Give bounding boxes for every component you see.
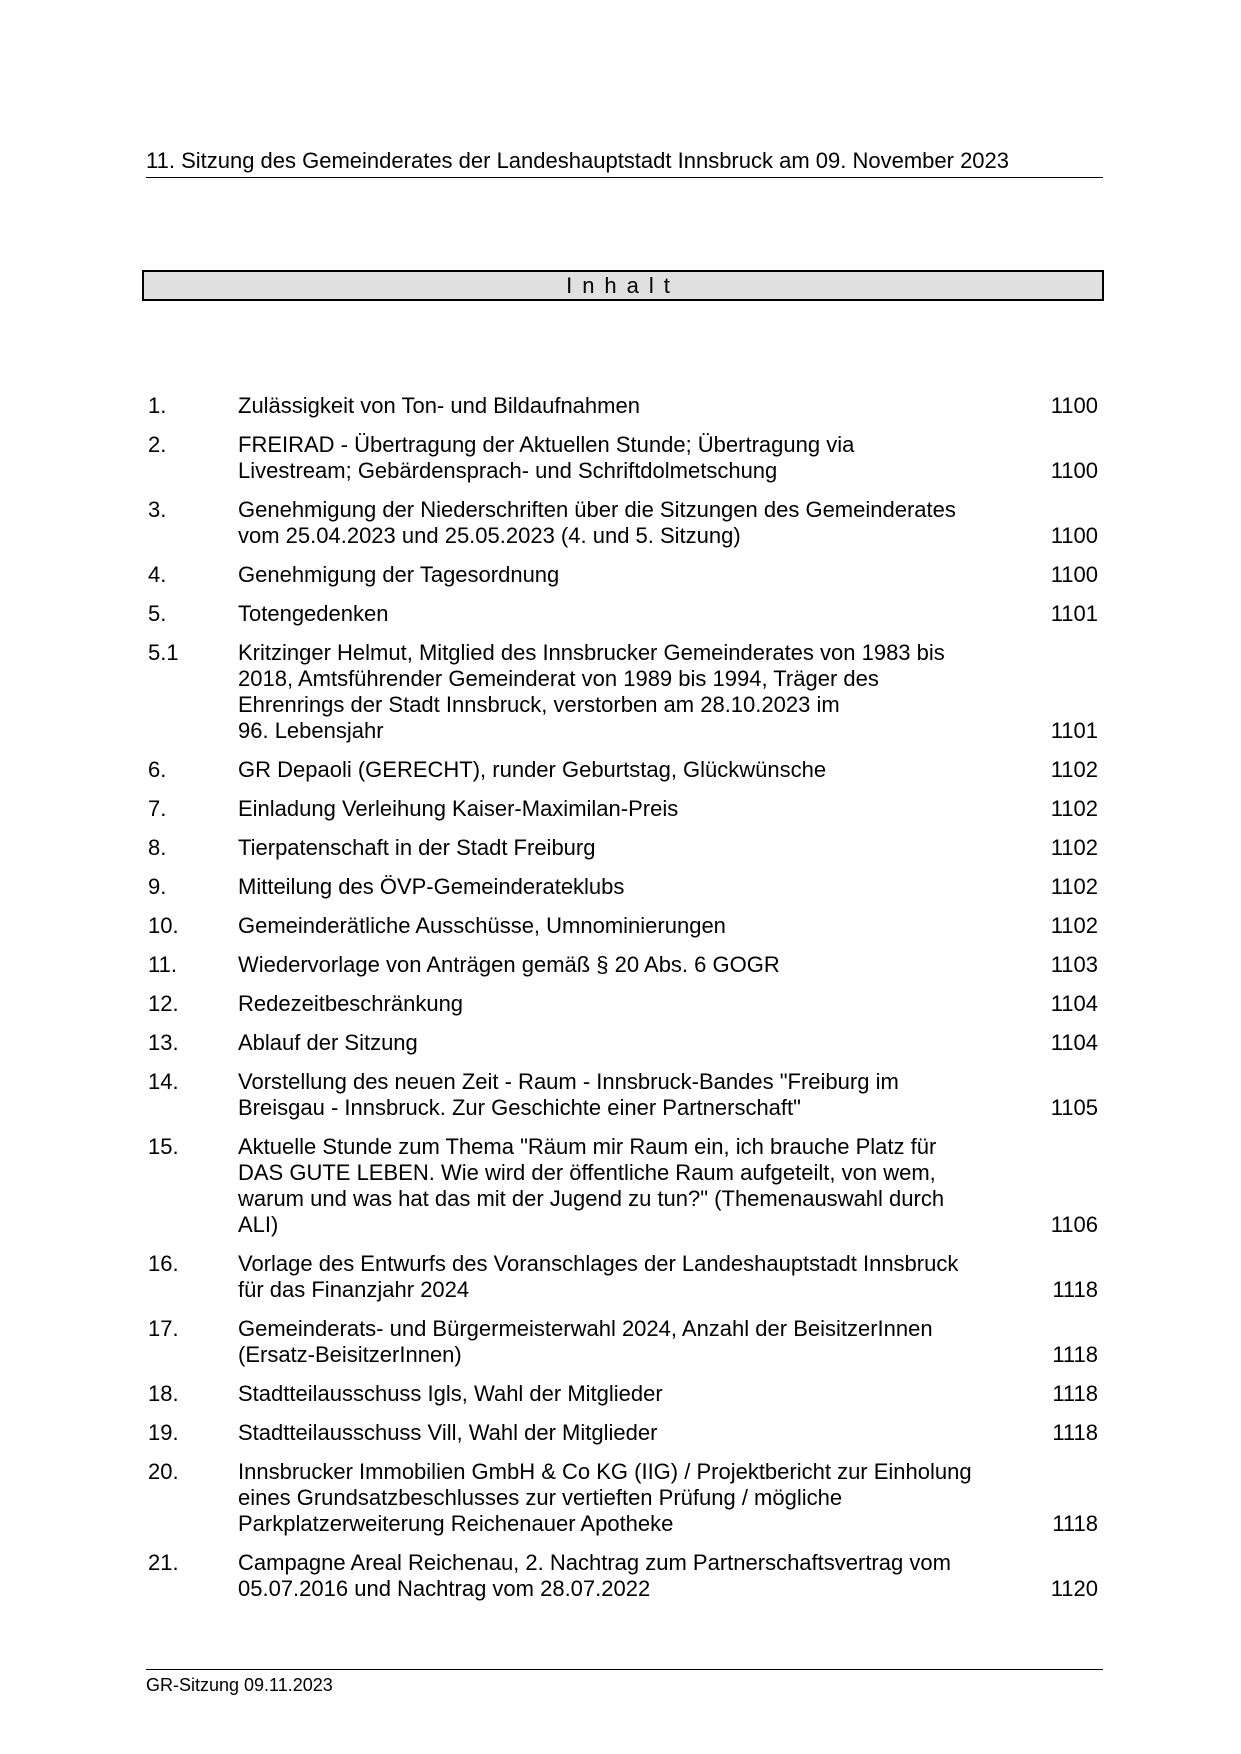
toc-entry-page: 1106 (1050, 1212, 1098, 1237)
toc-entry-number: 19. (148, 1420, 179, 1445)
toc-entry-title: Vorlage des Entwurfs des Voranschlages der Landeshauptstadt Innsbruck für das Finanzjahr 2024 (238, 1251, 959, 1302)
toc-entry-number: 5. (148, 601, 167, 626)
toc-entry-page: 1104 (1050, 991, 1098, 1016)
toc-entry-title: Stadtteilausschuss Vill, Wahl der Mitglieder (238, 1420, 658, 1445)
toc-entry-title: Aktuelle Stunde zum Thema "Räum mir Raum ein, ich brauche Platz für DAS GUTE LEBEN. Wie wird der öffentliche Raum aufgeteilt, von wem, warum und was hat das mit der Jugend zu tun?" (Themenauswahl durch ALI) (238, 1134, 945, 1237)
contents-heading-box (142, 270, 1104, 301)
toc-entry-title: Totengedenken (238, 601, 389, 626)
toc-entry (148, 393, 1098, 419)
toc-entry (148, 991, 1098, 1017)
toc-entry-page: 1102 (1050, 796, 1098, 821)
toc-entry-number: 7. (148, 796, 167, 821)
toc-entry-page: 1102 (1050, 835, 1098, 860)
toc-entry (148, 1134, 1098, 1238)
toc-entry-title: Mitteilung des ÖVP-Gemeinderateklubs (238, 874, 625, 899)
toc-entry-number: 17. (148, 1316, 179, 1341)
toc-entry-page: 1118 (1052, 1511, 1098, 1536)
toc-entry (148, 952, 1098, 978)
toc-entry (148, 1251, 1098, 1303)
toc-entry-number: 3. (148, 497, 167, 522)
toc-entry (148, 913, 1098, 939)
toc-entry-title: GR Depaoli (GERECHT), runder Geburtstag, Glückwünsche (238, 757, 827, 782)
toc-entry (148, 1420, 1098, 1446)
toc-entry-title: Gemeinderats- und Bürgermeisterwahl 2024, Anzahl der BeisitzerInnen (Ersatz-BeisitzerInnen) (238, 1316, 933, 1367)
toc-entry-page: 1100 (1050, 562, 1098, 587)
toc-entry-page: 1104 (1050, 1030, 1098, 1055)
toc-entry-page: 1118 (1052, 1420, 1098, 1445)
toc-entry-title: Ablauf der Sitzung (238, 1030, 418, 1055)
toc-entry (148, 640, 1098, 744)
toc-entry-number: 1. (148, 393, 167, 418)
toc-entry-number: 11. (148, 952, 177, 977)
toc-entry-title: Zulässigkeit von Ton- und Bildaufnahmen (238, 393, 640, 418)
toc-entry-title: Genehmigung der Niederschriften über die Sitzungen des Gemeinderates vom 25.04.2023 und 25.05.2023 (4. und 5. Sitzung) (238, 497, 956, 548)
toc-entry (148, 1550, 1098, 1602)
toc-entry-title: Campagne Areal Reichenau, 2. Nachtrag zum Partnerschaftsvertrag vom 05.07.2016 und Nachtrag vom 28.07.2022 (238, 1550, 951, 1601)
toc-entry-title: Wiedervorlage von Anträgen gemäß § 20 Abs. 6 GOGR (238, 952, 780, 977)
toc-entry-number: 16. (148, 1251, 179, 1276)
toc-entry (148, 562, 1098, 588)
toc-entry (148, 757, 1098, 783)
toc-entry-title: Gemeinderätliche Ausschüsse, Umnominierungen (238, 913, 726, 938)
toc-entry-title: Innsbrucker Immobilien GmbH & Co KG (IIG) / Projektbericht zur Einholung eines Grundsatzbeschlusses zur vertieften Prüfung / mögliche Parkplatzerweiterung Reichenauer Apotheke (238, 1459, 972, 1536)
toc-entry-number: 15. (148, 1134, 179, 1159)
toc-entry-number: 21. (148, 1550, 179, 1575)
toc-entry-number: 9. (148, 874, 167, 899)
toc-entry (148, 432, 1098, 484)
toc-entry-title: Stadtteilausschuss Igls, Wahl der Mitglieder (238, 1381, 663, 1406)
page-footer: GR-Sitzung 09.11.2023 (146, 1669, 1103, 1696)
toc-entry (148, 1069, 1098, 1121)
toc-entry (148, 796, 1098, 822)
toc-entry-page: 1101 (1050, 601, 1098, 626)
toc-entry (148, 601, 1098, 627)
toc-entry-page: 1118 (1052, 1342, 1098, 1367)
toc-entry-page: 1118 (1052, 1381, 1098, 1406)
toc-entry-page: 1118 (1052, 1277, 1098, 1302)
toc-entry-number: 12. (148, 991, 179, 1016)
toc-entry-number: 6. (148, 757, 167, 782)
toc-entry-page: 1101 (1050, 718, 1098, 743)
toc-entry-number: 13. (148, 1030, 179, 1055)
toc-entry-number: 4. (148, 562, 167, 587)
toc-entry (148, 1459, 1098, 1537)
table-of-contents (148, 393, 1098, 1615)
toc-entry (148, 835, 1098, 861)
toc-entry-number: 14. (148, 1069, 179, 1094)
toc-entry-page: 1102 (1050, 874, 1098, 899)
toc-entry-title: Vorstellung des neuen Zeit - Raum - Innsbruck-Bandes "Freiburg im Breisgau - Innsbruck. Zur Geschichte einer Partnerschaft" (238, 1069, 899, 1120)
toc-entry-page: 1100 (1050, 523, 1098, 548)
toc-entry-page: 1105 (1050, 1095, 1098, 1120)
toc-entry-number: 2. (148, 432, 167, 457)
toc-entry (148, 1030, 1098, 1056)
toc-entry (148, 1316, 1098, 1368)
toc-entry-title: Tierpatenschaft in der Stadt Freiburg (238, 835, 596, 860)
toc-entry-page: 1102 (1050, 757, 1098, 782)
toc-entry-page: 1100 (1050, 458, 1098, 483)
toc-entry-title: Redezeitbeschränkung (238, 991, 464, 1016)
page-header: 11. Sitzung des Gemeinderates der Landeshauptstadt Innsbruck am 09. November 2023 (146, 148, 1103, 178)
toc-entry-number: 18. (148, 1381, 179, 1406)
toc-entry-number: 20. (148, 1459, 179, 1484)
toc-entry-title: Einladung Verleihung Kaiser-Maximilan-Preis (238, 796, 679, 821)
toc-entry-number: 10. (148, 913, 179, 938)
toc-entry-page: 1102 (1050, 913, 1098, 938)
toc-entry (148, 1381, 1098, 1407)
toc-entry-title: Genehmigung der Tagesordnung (238, 562, 560, 587)
toc-entry-title: Kritzinger Helmut, Mitglied des Innsbrucker Gemeinderates von 1983 bis 2018, Amtsführender Gemeinderat von 1989 bis 1994, Träger des Ehrenrings der Stadt Innsbruck, verstorben am 28.10.2023 im 96. Lebensjahr (238, 640, 945, 743)
toc-entry (148, 874, 1098, 900)
toc-entry-number: 5.1 (148, 640, 179, 665)
toc-entry-number: 8. (148, 835, 167, 860)
toc-entry-page: 1100 (1050, 393, 1098, 418)
toc-entry (148, 497, 1098, 549)
toc-entry-page: 1120 (1050, 1576, 1098, 1601)
contents-heading: Inhalt (566, 273, 680, 298)
toc-entry-page: 1103 (1050, 952, 1098, 977)
toc-entry-title: FREIRAD - Übertragung der Aktuellen Stunde; Übertragung via Livestream; Gebärdensprach- und Schriftdolmetschung (238, 432, 855, 483)
